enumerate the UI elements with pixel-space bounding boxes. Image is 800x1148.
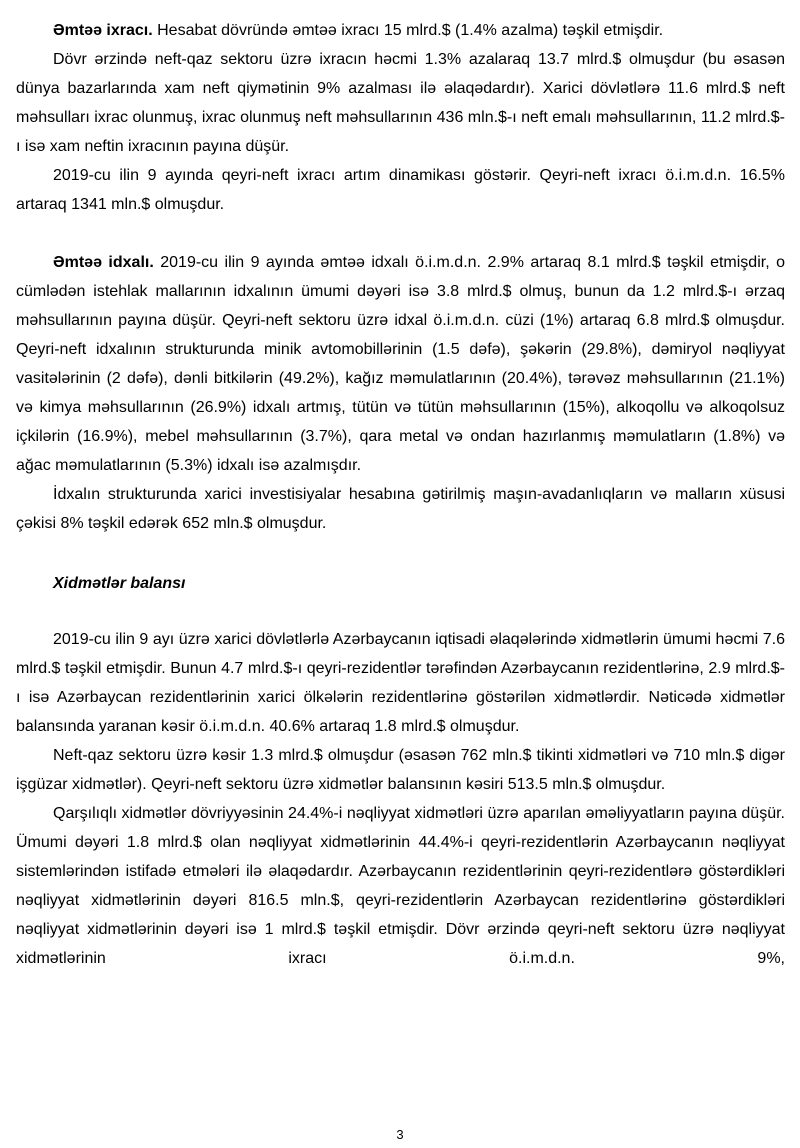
- para-import-structure: İdxalın strukturunda xarici investisiyalar hesabına gətirilmiş maşın-avadanlıqların və malların xüsusi çəkisi 8% təşkil edərək 652 mln.$ olmuşdur.: [16, 486, 785, 532]
- para-commodity-imports-text: 2019-cu ilin 9 ayında əmtəə idxalı ö.i.m.d.n. 2.9% artaraq 8.1 mlrd.$ təşkil etmişdir, o cümlədən istehlak mallarının idxalının ümumi dəyəri isə 3.8 mlrd.$ olmuş, bunun da 1.2 mlrd.$-ı ərzaq məhsullarının payına düşür. Qeyri-neft sektoru üzrə idxal ö.i.m.d.n. cüzi (1%) artaraq 6.8 mlrd.$ olmuşdur. Qeyri-neft idxalının strukturunda minik avtomobillərinin (1.5 dəfə), şəkərin (29.8%), dəmiryol nəqliyyat vasitələrinin (2 dəfə), dənli bitkilərin (49.2%), kağız məmulatlarının (20.4%), tərəvəz məhsullarının (21.1%) və kimya məhsullarının (26.9%) idxalı artmış, tütün və tütün məhsullarının (15%), alkoqollu və alkoqolsuz içkilərin (16.9%), mebel məhsullarının (3.7%), qara metal və ondan hazırlanmış məmulatların (1.8%) və ağac məmulatlarının (5.3%) idxalı isə azalmışdır.: [16, 254, 786, 474]
- para-commodity-imports-lead: Əmtəə idxalı.: [53, 254, 154, 271]
- para-non-oil-exports: 2019-cu ilin 9 ayında qeyri-neft ixracı artım dinamikası göstərir. Qeyri-neft ixracı ö.i.m.d.n. 16.5% artaraq 1341 mln.$ olmuşdur.: [16, 167, 785, 213]
- page-number: 3: [396, 1127, 404, 1142]
- heading-services-balance: Xidmətlər balansı: [53, 575, 186, 592]
- para-commodity-imports: [16, 248, 785, 480]
- para-transport-services: Qarşılıqlı xidmətlər dövriyyəsinin 24.4%-i nəqliyyat xidmətləri üzrə aparılan əməliyyatların payına düşür. Ümumi dəyəri 1.8 mlrd.$ olan nəqliyyat xidmətlərinin 44.4%-i qeyri-rezidentlərin Azərbaycanın nəqliyyat sistemlərindən istifadə etmələri ilə əlaqədardır. Azərbaycanın rezidentlərinin qeyri-rezidentlərə göstərdikləri nəqliyyat xidmətlərinin dəyəri 816.5 mln.$, qeyri-rezidentlərin Azərbaycan rezidentlərinə göstərdikləri nəqliyyat xidmətlərinin dəyəri isə 1 mlrd.$ təşkil etmişdir. Dövr ərzində qeyri-neft sektoru üzrə nəqliyyat xidmətlərinin ixracı ö.i.m.d.n. 9%,: [16, 805, 785, 967]
- para-services-deficit: Neft-qaz sektoru üzrə kəsir 1.3 mlrd.$ olmuşdur (əsasən 762 mln.$ tikinti xidmətləri və 710 mln.$ digər işgüzar xidmətlər). Qeyri-neft sektoru üzrə xidmətlər balansının kəsiri 513.5 mln.$ olmuşdur.: [16, 747, 785, 793]
- para-services-overview: 2019-cu ilin 9 ayı üzrə xarici dövlətlərlə Azərbaycanın iqtisadi əlaqələrində xidmətlərin ümumi həcmi 7.6 mlrd.$ təşkil etmişdir. Bunun 4.7 mlrd.$-ı qeyri-rezidentlər tərəfindən Azərbaycanın rezidentlərinə, 2.9 mlrd.$-ı isə Azərbaycan rezidentlərinin xarici ölkələrin rezidentlərinə göstərilən xidmətlərdir. Nəticədə xidmətlər balansında yaranan kəsir ö.i.m.d.n. 40.6% artaraq 1.8 mlrd.$ olmuşdur.: [16, 631, 785, 735]
- para-commodity-exports: [16, 16, 785, 45]
- para-oil-gas-exports: Dövr ərzində neft-qaz sektoru üzrə ixracın həcmi 1.3% azalaraq 13.7 mlrd.$ olmuşdur (bu əsasən dünya bazarlarında xam neft qiymətinin 9% azalması ilə əlaqədardır). Xarici dövlətlərə 11.6 mlrd.$ neft məhsulları ixrac olunmuş, ixrac olunmuş neft məhsullarının 436 mln.$-ı neft emalı məhsullarının, 11.2 mlrd.$-ı isə xam neftin ixracının payına düşür.: [16, 51, 785, 155]
- para-commodity-exports-lead: Əmtəə ixracı.: [53, 22, 153, 39]
- para-commodity-exports-text: Hesabat dövründə əmtəə ixracı 15 mlrd.$ (1.4% azalma) təşkil etmişdir.: [152, 22, 664, 39]
